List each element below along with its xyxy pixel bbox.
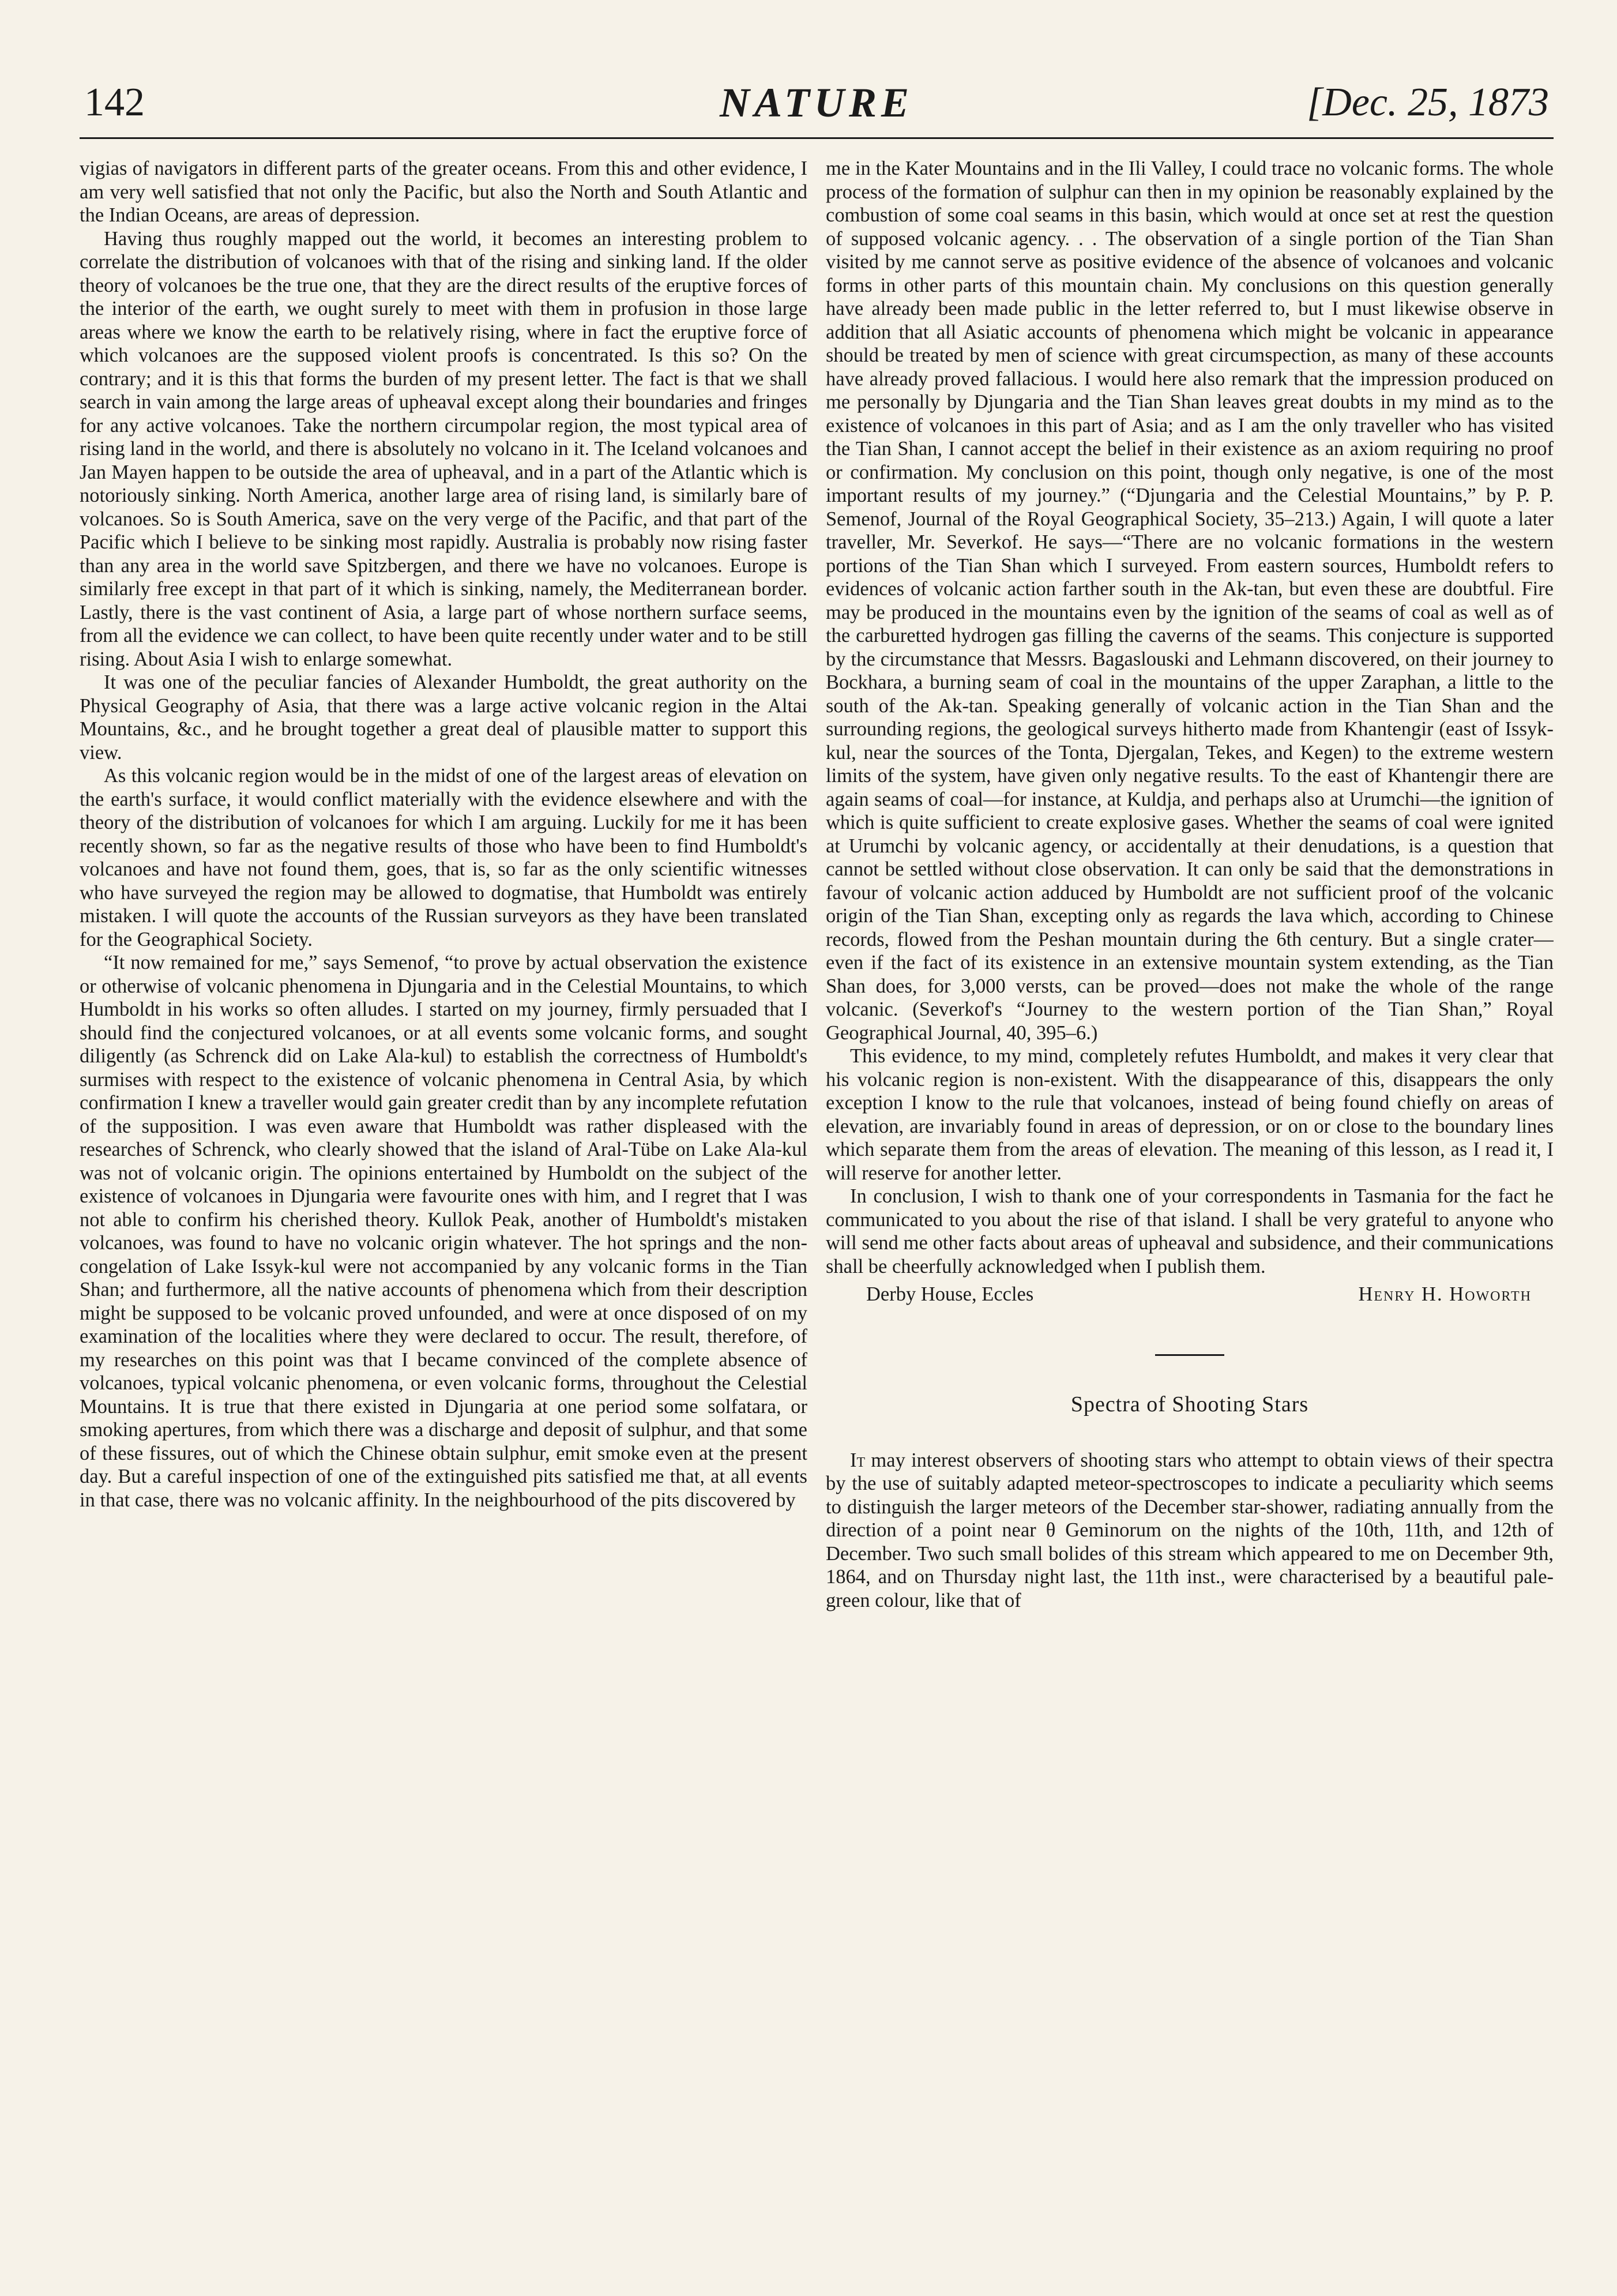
signoff-address: Derby House, Eccles [866, 1283, 1034, 1305]
paragraph: In conclusion, I wish to thank one of your correspondents in Tasmania for the fact he communicated to you about the rise of that island. I shall be very grateful to anyone who will send me other facts about areas of upheaval and subsidence, and their communications shall be cheerfully acknowledged when I publish them. [826, 1185, 1554, 1277]
lead-word: It [850, 1449, 866, 1471]
paragraph: me in the Kater Mountains and in the Ili Valley, I could trace no volcanic forms. The whole process of the formation of sulphur can then in my opinion be reasonably explained by the combustion of some coal seams in this basin, which would at once set at rest the question of supposed volcanic agency. . . The observation of a single portion of the Tian Shan visited by me cannot serve as positive evidence of the absence of volcanoes and volcanic forms in other parts of this mountain chain. My conclusions on this question generally have already been made public in the letter referred to, but I must likewise observe in addition that all Asiatic accounts of phenomena which might be volcanic in appearance should be treated by men of science with great circumspection, as many of these accounts have already proved fallacious. I would here also remark that the impression produced on me personally by Djungaria and the Tian Shan leaves great doubts in my mind as to the existence of volcanoes in this part of Asia; and as I am the only traveller who has visited the Tian Shan, I cannot accept the belief in their existence as an axiom requiring no proof or confirmation. My conclusion on this point, though only negative, is one of the most important results of my journey.” (“Djungaria and the Celestial Mountains,” by P. P. Semenof, Journal of the Royal Geographical Society, 35–213.) Again, I will quote a later traveller, Mr. Severkof. He says—“There are no volcanic formations in the western portions of the Tian Shan which I surveyed. From eastern sources, Humboldt refers to evidences of volcanic action farther south in the Ak-tan, but even these are doubtful. Fire may be produced in the mountains even by the ignition of the seams of coal as well as of the carburetted hydrogen gas filling the caverns of the seams. This conjecture is supported by the circumstance that Messrs. Bagaslouski and Lehmann discovered, on their journey to Bockhara, a burning seam of coal in the mountains of the upper Zaraphan, a little to the south of the Ak-tan. Speaking generally of volcanic action in the Tian Shan and the surrounding regions, the geological surveys hitherto made from Khantengir (east of Issyk-kul, near the sources of the Tonta, Djergalan, Tekes, and Kegen) to the extreme western limits of the system, have given only negative results. To the east of Khantengir there are again seams of coal—for instance, at Kuldja, and perhaps also at Urumchi—the ignition of which is quite sufficient to create explosive gases. Whether the seams of coal were ignited at Urumchi by volcanic agency, or accidentally at their denudations, is a question that cannot be settled without close observation. It can only be said that the demonstrations in favour of volcanic action adduced by Humboldt are not sufficient proof of the volcanic origin of the Tian Shan, excepting only as regards the lava which, according to Chinese records, flowed from the Peshan mountain during the 6th century. But a single crater—even if the fact of its existence in an extensive mountain system extending, as the Tian Shan does, for 3,000 versts, can be proved—does not make the whole of the range volcanic. (Severkof's “Journey to the western portion of the Tian Shan,” Royal Geographical Journal, 40, 395–6.) [826, 157, 1554, 1044]
right-column [826, 157, 1554, 2268]
letter-signoff [826, 1283, 1554, 1308]
issue-date: [Dec. 25, 1873 [1307, 80, 1549, 125]
paragraph: Having thus roughly mapped out the world, it becomes an interesting problem to correlate the distribution of volcanoes with that of the rising and sinking land. If the older theory of volcanoes be the true one, that they are the direct results of the eruptive forces of the interior of the earth, we ought surely to meet with them in profusion in those large areas where we know the earth to be relatively rising, where in fact the eruptive force of which volcanoes are the supposed violent proofs is concentrated. Is this so? On the contrary; and it is this that forms the burden of my present letter. The fact is that we shall search in vain among the large areas of upheaval except along their boundaries and fringes for any active volcanoes. Take the northern circumpolar region, the most typical area of rising land in the world, and there is absolutely no volcano in it. The Iceland volcanoes and Jan Mayen happen to be outside the area of upheaval, and in a part of the Atlantic which is notoriously sinking. North America, another large area of rising land, is similarly bare of volcanoes. So is South America, save on the very verge of the Pacific, and that part of the Pacific which I believe to be sinking most rapidly. Australia is probably now rising faster than any area in the world save Spitzbergen, and there we have no volcanoes. Europe is similarly free except in that part of it which is sinking, namely, the Mediterranean border. Lastly, there is the vast continent of Asia, a large part of whose northern surface seems, from all the evidence we can collect, to have been quite recently under water and to be still rising. About Asia I wish to enlarge somewhat. [80, 227, 807, 670]
paragraph: This evidence, to my mind, completely refutes Humboldt, and makes it very clear that his volcanic region is non-existent. With the disappearance of this, disappears the only exception I know to the rule that volcanoes, instead of being found chiefly on areas of elevation, are invariably found in areas of depression, or on or close to the boundary lines which separate them from the areas of elevation. The meaning of this lesson, as I read it, I will reserve for another letter. [826, 1045, 1554, 1184]
left-column [80, 157, 807, 2268]
signoff-author: Henry H. Howorth [1358, 1283, 1532, 1305]
lead-text: may interest observers of shooting stars who attempt to obtain views of their spectra by the use of suitably adapted meteor-spectroscopes to indicate a peculiarity which seems to distinguish the larger meteors of the December star-shower, radiating annually from the direction of a point near θ Geminorum on the nights of the 10th, 11th, and 12th of December. Two such small bolides of this stream which appeared to me on December 9th, 1864, and on Thursday night last, the 11th inst., were characterised by a beautiful pale-green colour, like that of [826, 1449, 1554, 1611]
paragraph: vigias of navigators in different parts of the greater oceans. From this and other evidence, I am very well satisfied that not only the Pacific, but also the North and South Atlantic and the Indian Oceans, are areas of depression. [80, 157, 807, 226]
page-number: 142 [84, 80, 145, 125]
paragraph: “It now remained for me,” says Semenof, “to prove by actual observation the existence or otherwise of volcanic phenomena in Djungaria and in the Celestial Mountains, to which Humboldt in his works so often alludes. I started on my journey, firmly persuaded that I should find the conjectured volcanoes, or at all events some volcanic forms, and sought diligently (as Schrenck did on Lake Ala-kul) to establish the correctness of Humboldt's surmises with respect to the existence of volcanic phenomena in Central Asia, by which confirmation I knew a traveller would gain greater credit than by any incomplete refutation of the supposition. I was even aware that Humboldt was rather displeased with the researches of Schrenck, who clearly showed that the island of Aral-Tübe on Lake Ala-kul was not of volcanic origin. The opinions entertained by Humboldt on the subject of the existence of volcanoes in Djungaria were favourite ones with him, and I regret that I was not able to confirm his cherished theory. Kullok Peak, another of Humboldt's mistaken volcanoes, was found to have no volcanic origin whatever. The hot springs and the non-congelation of Lake Issyk-kul were not accompanied by any volcanic forms in the Tian Shan; and furthermore, all the native accounts of phenomena which from their description might be supposed to be volcanic proved unfounded, and were at once disposed of on my examination of the localities where they were declared to occur. The result, therefore, of my researches on this point was that I became convinced of the complete absence of volcanoes, typical volcanic phenomena, or even volcanic forms, throughout the Celestial Mountains. It is true that there existed in Djungaria at one period some solfatara, or smoking apertures, from which there was a discharge and deposit of sulphur, and that some of these fissures, out of which the Chinese obtain sulphur, emit smoke even at the present day. But a careful inspection of one of the extinguished pits satisfied me that, at all events in that case, there was no volcanic affinity. In the neighbourhood of the pits discovered by [80, 952, 807, 1511]
article-title: Spectra of Shooting Stars [1070, 1392, 1309, 1416]
section-divider [1155, 1354, 1224, 1356]
journal-title: NATURE [719, 80, 914, 126]
paragraph: It was one of the peculiar fancies of Alexander Humboldt, the great authority on the Physical Geography of Asia, that there was a large active volcanic region in the Altai Mountains, &c., and he brought together a great deal of plausible matter to support this view. [80, 671, 807, 764]
page-header [80, 74, 1554, 139]
paragraph: As this volcanic region would be in the midst of one of the largest areas of elevation on the earth's surface, it would conflict materially with the evidence elsewhere and with the theory of the distribution of volcanoes for which I am arguing. Luckily for me it has been recently shown, so far as the negative results of those who have been to find Humboldt's volcanoes and have not found them, goes, that is, so far as the only scientific witnesses who have surveyed the region may be allowed to dogmatise, that Humboldt was entirely mistaken. I will quote the accounts of the Russian surveyors as they have been translated for the Geographical Society. [80, 765, 807, 950]
article-lead-paragraph [826, 1449, 1554, 1613]
